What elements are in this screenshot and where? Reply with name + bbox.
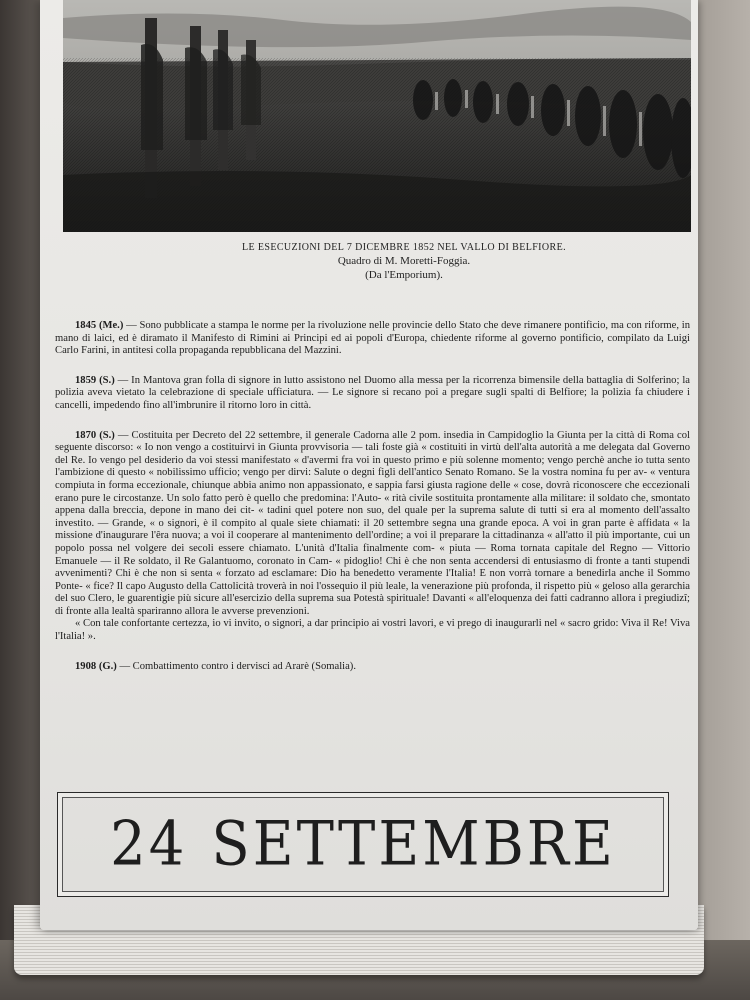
illustration-caption bbox=[40, 242, 698, 281]
calendar-page bbox=[40, 0, 698, 930]
entry-text: — Sono pubblicate a stampa le norme per la rivoluzione nelle provincie dello Stato che deve rimanere pontificio, ma con riforme, in mano di laici, ed è diramato il Manifesto di Rimini ai Principi ed ai popoli d'Europa, chiedente riforme al governo pontificio, compilato da Luigi Carlo Farini, in antitesi colla propaganda repubblicana del Mazzini. bbox=[55, 320, 690, 357]
entry-text: — Costituita per Decreto del 22 settembre, il generale Cadorna alle 2 pom. insedia in Campidoglio la Giunta per la città di Roma col seguente discorso: « Io non vengo a costituirvi in Giunta provvisoria — tali foste già « costituiti in virtù dell'alta autorità a me delegata dal Governo del Re. Io vengo pel desiderio da voi stessi manifestato « d'avermi fra voi in questo primo e più solenne momento; vengo perchè anche io tutta sento l'ambizione di questo « nobilissimo ufficio; vengo per dirvi: Salute o degni figli dell'antico Senato Romano. Se la vostra nomina fu per av- « ventura compiuta in forma eccezionale, chiunque abbia animo non appassionato, e sappia farsi giusta ragione delle « cose, dovrà riconoscere che eccezionali erano pure le circostanze. Un solo fatto però è quello che predomina: l'Auto- « rità civile sostituita prontamente alla militare: il soldato che, smontato appena dalla breccia, depone in mano dei cit- « tadini quel potere non suo, del quale per la suprema salute di tutti si era al momento dell'assalto investito. — Grande, « o signori, è il compito al quale siete chiamati: il 20 settembre segna una grande epoca. A voi in gran parte è affidata « la missione d'inaugurare l'êra nuova; a voi il cooperare al mantenimento dell'ordine; a voi il preparare la cittadinanza « all'atto il più importante, cui un popolo possa nel volgere dei secoli essere chiamato. L'unità d'Italia finalmente com- « piuta — Roma tornata capitale del Regno — Vittorio Emanuele — il Re soldato, il Re Galantuomo, coronato in Cam- « pidoglio! Chi è che non senta accendersi di entusiasmo di fronte a tanti stupendi avvenimenti? Chi è che non si senta « forzato ad esclamare: Dio ha benedetto veramente l'Italia! E non vorrà tornare a benedirla anche il Sommo Ponte- « fice? Il capo Augusto della Cattolicità troverà in noi l'ossequio il più leale, la venerazione più profonda, il rispetto più « geloso alla gerarchia del suo Clero, le guarentigie più sicure all'esercizio della suprema sua Potestà spirituale! Davanti « all'eloquenza dei fatti cadranno allora i pregiudizî; di fronte alla lealtà spariranno allora le avverse prevenzioni. bbox=[55, 429, 690, 617]
entry-year: 1908 (G.) bbox=[75, 660, 117, 672]
entry-1870 bbox=[55, 430, 690, 619]
calendar-text bbox=[55, 320, 690, 690]
entry-year: 1859 (S.) bbox=[75, 374, 115, 386]
date-day: 24 bbox=[110, 809, 188, 880]
entry-1870-quote: « Con tale confortante certezza, io vi invito, o signori, a dar principio ai vostri lavori, e vi prego di inaugurarli nel « sacro grido: Viva il Re! Viva l'Italia! ». bbox=[55, 618, 690, 643]
entry-1845 bbox=[55, 320, 690, 358]
date-month: SETTEMBRE bbox=[211, 809, 616, 880]
caption-title: LE ESECUZIONI DEL 7 DICEMBRE 1852 NEL VALLO DI BELFIORE. bbox=[241, 242, 567, 253]
engraving-illustration bbox=[63, 0, 691, 232]
entry-text: — Combattimento contro i dervisci ad Ararè (Somalia). bbox=[119, 660, 356, 672]
entry-1908 bbox=[55, 661, 690, 674]
entry-text: — In Mantova gran folla di signore in lutto assistono nel Duomo alla messa per la ricorrenza bimensile della battaglia di Solferino; la polizia aveva vietato la celebrazione di speciale ufficiatura. — Le signore si recano poi a pregare sugli spalti di Belfiore; la polizia fa chiudere i cancelli, impedendo fino all'imbrunire il ritorno loro in città. bbox=[55, 374, 690, 411]
calendar-date bbox=[98, 809, 628, 879]
entry-year: 1845 (Me.) bbox=[75, 320, 124, 331]
entry-year: 1870 (S.) bbox=[75, 429, 115, 441]
caption-source: (Da l'Emporium). bbox=[365, 269, 443, 281]
caption-author: Quadro di M. Moretti-Foggia. bbox=[337, 255, 471, 267]
entry-1859 bbox=[55, 375, 690, 413]
date-box bbox=[57, 792, 669, 897]
